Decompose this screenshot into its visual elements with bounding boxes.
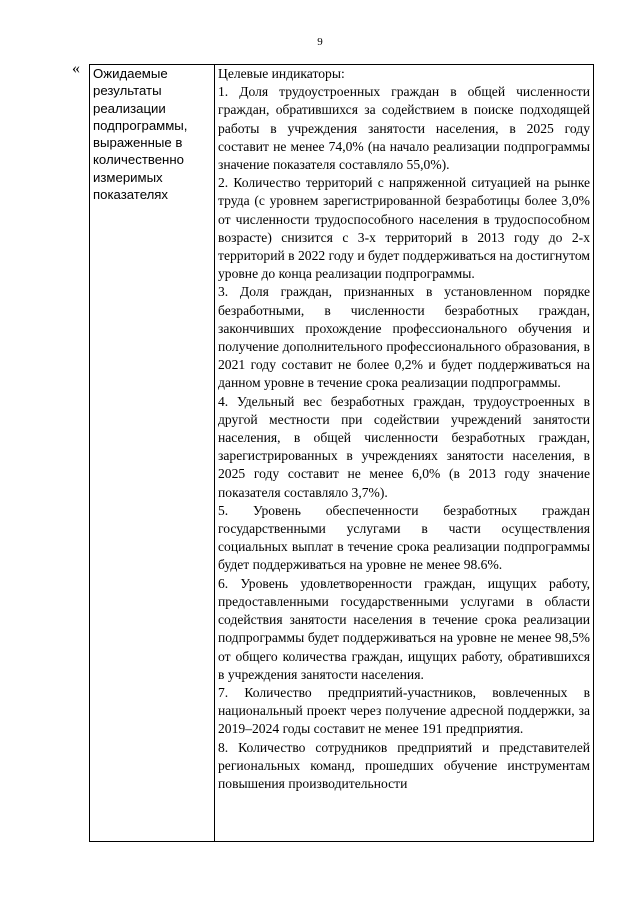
indicator-6: 6. Уровень удовлетворенности граждан, ищущих работу, предоставленными государственными услугами в области содействия занятости населения в течение срока реализации подпрограммы будет поддерживаться на уровне не менее 98,5% от общего количества граждан, ищущих работу, обратившихся в учреждения занятости населения. <box>218 575 590 682</box>
indicators-heading: Целевые индикаторы: <box>218 66 345 81</box>
indicator-1: 1. Доля трудоустроенных граждан в общей численности граждан, обратившихся за содействием в поиске подходящей работы в учреждения занятости населения, в 2025 году составит не менее 74,0% (на начало реализации подпрограммы значение показателя составляло 55,0%). <box>218 84 590 173</box>
indicator-3: 3. Доля граждан, признанных в установленном порядке безработными, в численности безработных граждан, закончивших прохождение профессионального обучения и получение дополнительного профессионального образования, в 2021 году составит не более 0,2% и будет поддерживаться на данном уровне в течение срока реализации подпрограммы. <box>218 284 590 391</box>
indicator-7: 7. Количество предприятий-участников, вовлеченных в национальный проект через получение адресной поддержки, за 2019–2024 годы составит не менее 191 предприятия. <box>218 684 590 737</box>
row-label-text: Ожидаемые результаты реализации подпрограммы, выраженные в количественно измеримых показателях <box>93 66 188 203</box>
opening-quote-mark: « <box>72 60 80 77</box>
row-content-cell <box>215 65 594 842</box>
indicator-5: 5. Уровень обеспеченности безработных граждан государственными услугами в части осуществления социальных выплат в течение срока реализации подпрограммы будет поддерживаться на уровне не менее 98.6%. <box>218 502 590 573</box>
indicator-8: 8. Количество сотрудников предприятий и представителей региональных команд, прошедших обучение инструментам повышения производительности <box>218 739 590 791</box>
indicator-2: 2. Количество территорий с напряженной ситуацией на рынке труда (с уровнем зарегистрированной безработицы более 3,0% от численности трудоспособного населения в трудоспособном возрасте) снизится с 3-х территорий в 2013 году до 2-х территорий в 2022 году и будет поддерживаться на достигнутом уровне до конца реализации подпрограммы. <box>218 175 590 282</box>
passport-table <box>89 64 594 842</box>
page-number: 9 <box>317 36 323 48</box>
row-label-cell <box>90 65 215 842</box>
indicator-4: 4. Удельный вес безработных граждан, трудоустроенных в другой местности при содействии учреждений занятости населения, в общей численности безработных граждан, зарегистрированных в учреждениях занятости населения, в 2025 году составит не менее 6,0% (в 2013 году значение показателя составляло 3,7%). <box>218 393 590 500</box>
table-row <box>90 65 594 842</box>
